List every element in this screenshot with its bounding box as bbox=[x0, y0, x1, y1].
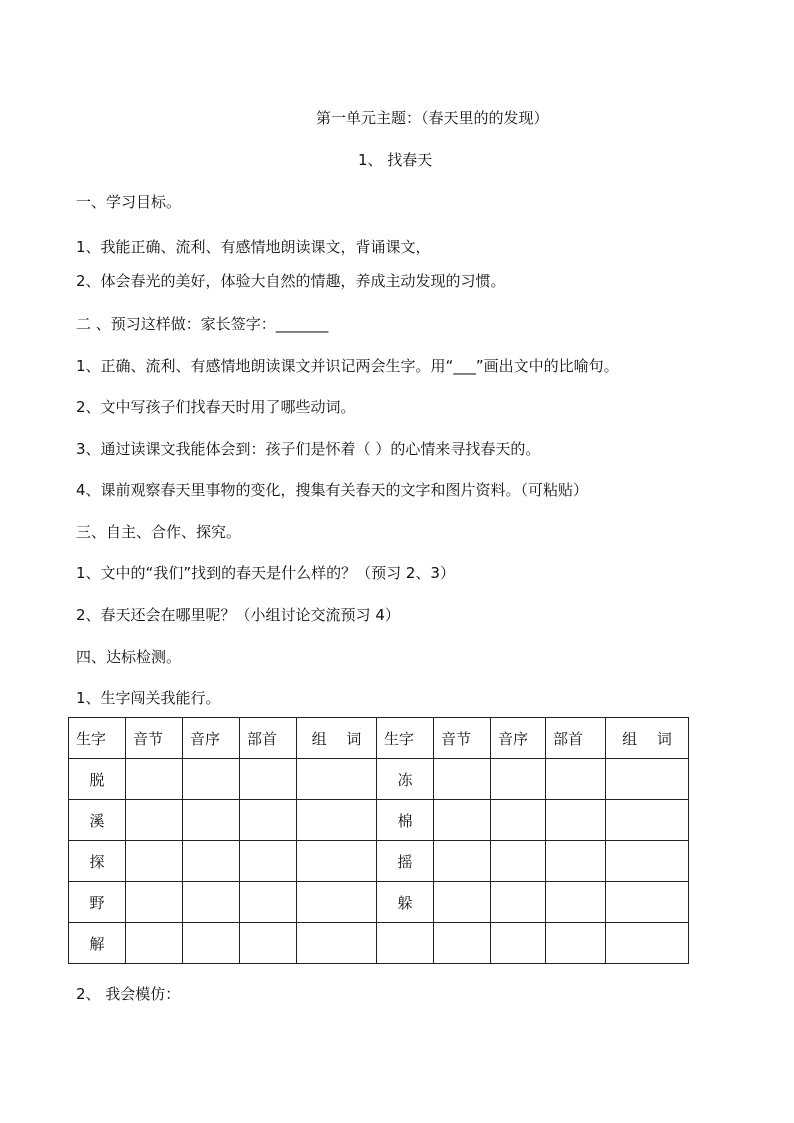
preview-item: 2、文中写孩子们找春天时用了哪些动词。 bbox=[76, 398, 356, 416]
preview-item: 3、通过读课文我能体会到：孩子们是怀着（ ）的心情来寻找春天的。 bbox=[76, 440, 541, 458]
table-row bbox=[69, 841, 689, 882]
blank-cell[interactable] bbox=[183, 882, 240, 923]
header-cell: 组 词 bbox=[606, 718, 689, 759]
blank-cell[interactable] bbox=[240, 923, 297, 964]
header-cell: 部首 bbox=[546, 718, 606, 759]
blank-cell[interactable] bbox=[297, 882, 377, 923]
test-item: 2、 我会模仿： bbox=[76, 985, 181, 1003]
character-cell: 溪 bbox=[69, 800, 126, 841]
blank-cell[interactable] bbox=[491, 800, 546, 841]
document-title: 第一单元主题：（春天里的的发现） bbox=[316, 109, 549, 127]
blank-cell[interactable] bbox=[606, 800, 689, 841]
header-cell: 音节 bbox=[126, 718, 183, 759]
explore-item: 1、文中的“我们”找到的春天是什么样的？（预习 2、3） bbox=[76, 564, 455, 582]
blank-cell[interactable] bbox=[491, 759, 546, 800]
explore-item: 2、春天还会在哪里呢？（小组讨论交流预习 4） bbox=[76, 606, 400, 624]
blank-cell[interactable] bbox=[297, 923, 377, 964]
character-cell[interactable] bbox=[377, 923, 434, 964]
blank-cell[interactable] bbox=[240, 882, 297, 923]
preview-item: 4、课前观察春天里事物的变化，搜集有关春天的文字和图片资料。（可粘贴） bbox=[76, 481, 589, 499]
blank-cell[interactable] bbox=[240, 841, 297, 882]
blank-cell[interactable] bbox=[434, 841, 491, 882]
blank-cell[interactable] bbox=[546, 882, 606, 923]
header-cell: 部首 bbox=[240, 718, 297, 759]
section-heading-goals: 一、学习目标。 bbox=[76, 193, 182, 211]
header-cell: 生字 bbox=[377, 718, 434, 759]
table-row bbox=[69, 923, 689, 964]
character-cell: 脱 bbox=[69, 759, 126, 800]
blank-cell[interactable] bbox=[183, 800, 240, 841]
character-cell: 野 bbox=[69, 882, 126, 923]
blank-cell[interactable] bbox=[606, 882, 689, 923]
blank-cell[interactable] bbox=[546, 923, 606, 964]
lesson-title: 1、 找春天 bbox=[358, 151, 433, 169]
blank-cell[interactable] bbox=[126, 800, 183, 841]
blank-cell[interactable] bbox=[183, 841, 240, 882]
header-cell: 生字 bbox=[69, 718, 126, 759]
goal-item: 2、体会春光的美好，体验大自然的情趣，养成主动发现的习惯。 bbox=[76, 272, 506, 290]
character-cell: 解 bbox=[69, 923, 126, 964]
section-heading-explore: 三、自主、合作、探究。 bbox=[76, 523, 242, 541]
blank-cell[interactable] bbox=[297, 800, 377, 841]
character-cell: 躲 bbox=[377, 882, 434, 923]
character-cell: 冻 bbox=[377, 759, 434, 800]
character-cell: 探 bbox=[69, 841, 126, 882]
blank-cell[interactable] bbox=[126, 882, 183, 923]
blank-cell[interactable] bbox=[297, 841, 377, 882]
blank-cell[interactable] bbox=[183, 759, 240, 800]
character-table bbox=[68, 717, 689, 964]
blank-cell[interactable] bbox=[126, 759, 183, 800]
table-row bbox=[69, 882, 689, 923]
preview-item: 1、正确、流利、有感情地朗读课文并识记两会生字。用“___”画出文中的比喻句。 bbox=[76, 357, 619, 375]
blank-cell[interactable] bbox=[606, 923, 689, 964]
goal-item: 1、我能正确、流利、有感情地朗读课文，背诵课文， bbox=[76, 238, 431, 256]
blank-cell[interactable] bbox=[434, 759, 491, 800]
blank-cell[interactable] bbox=[434, 882, 491, 923]
blank-cell[interactable] bbox=[546, 800, 606, 841]
blank-cell[interactable] bbox=[491, 923, 546, 964]
section-heading-preview: 二 、预习这样做：家长签字：_______ bbox=[76, 315, 329, 333]
test-item: 1、生字闯关我能行。 bbox=[76, 689, 221, 707]
blank-cell[interactable] bbox=[434, 923, 491, 964]
blank-cell[interactable] bbox=[240, 759, 297, 800]
character-cell: 棉 bbox=[377, 800, 434, 841]
blank-cell[interactable] bbox=[606, 759, 689, 800]
header-cell: 音节 bbox=[434, 718, 491, 759]
table-row bbox=[69, 800, 689, 841]
character-cell: 摇 bbox=[377, 841, 434, 882]
blank-cell[interactable] bbox=[606, 841, 689, 882]
table-header-row bbox=[69, 718, 689, 759]
table-row bbox=[69, 759, 689, 800]
blank-cell[interactable] bbox=[126, 923, 183, 964]
header-cell: 组 词 bbox=[297, 718, 377, 759]
blank-cell[interactable] bbox=[183, 923, 240, 964]
blank-cell[interactable] bbox=[491, 882, 546, 923]
header-cell: 音序 bbox=[183, 718, 240, 759]
blank-cell[interactable] bbox=[297, 759, 377, 800]
blank-cell[interactable] bbox=[546, 759, 606, 800]
blank-cell[interactable] bbox=[126, 841, 183, 882]
section-heading-test: 四、达标检测。 bbox=[76, 648, 182, 666]
header-cell: 音序 bbox=[491, 718, 546, 759]
blank-cell[interactable] bbox=[240, 800, 297, 841]
blank-cell[interactable] bbox=[546, 841, 606, 882]
blank-cell[interactable] bbox=[434, 800, 491, 841]
blank-cell[interactable] bbox=[491, 841, 546, 882]
